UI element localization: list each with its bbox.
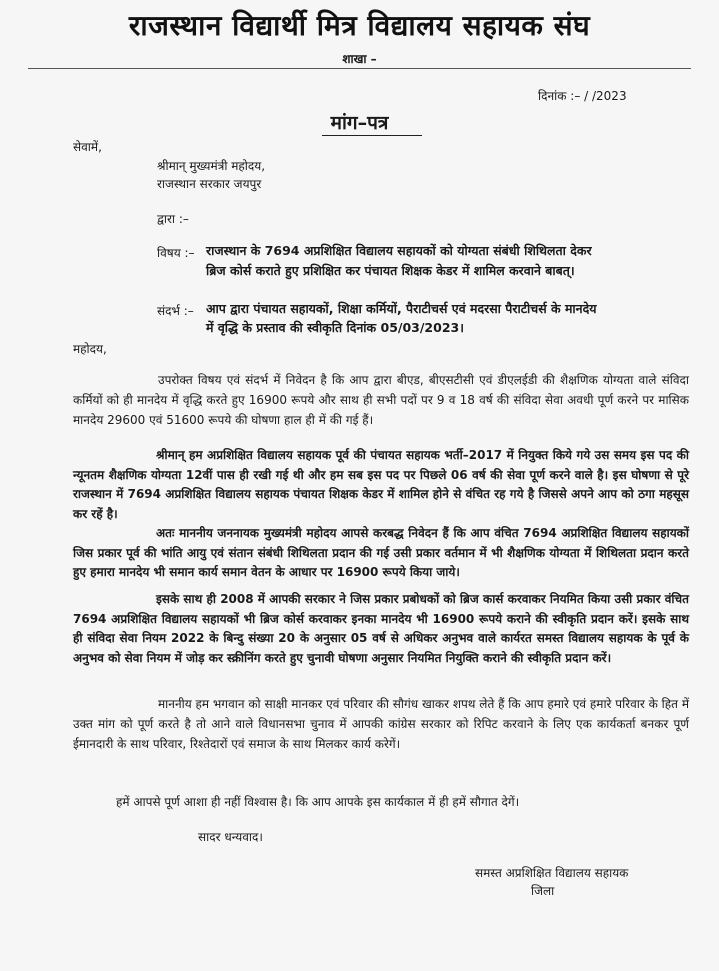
salutation: सेवामें, — [73, 140, 102, 154]
signature-line-2: जिला — [531, 884, 555, 898]
reference-label: संदर्भ :– — [157, 304, 194, 318]
subject-label: विषय :– — [157, 246, 195, 260]
header-divider — [28, 68, 691, 69]
through-label: द्वारा :– — [157, 212, 189, 226]
title-underline — [322, 135, 422, 136]
recipient-line-1: श्रीमान् मुख्यमंत्री महोदय, — [157, 159, 266, 173]
paragraph-1: उपरोक्त विषय एवं संदर्भ में निवेदन है कि आप द्वारा बीएड, बीएसटीसी एवं डीएलईडी की शैक्षणिक योग्यता वाले संविदा कर्मियों को ही मानदेय में वृद्धि करते हुए 16900 रूपये और साथ ही सभी पदों पर 9 व 18 वर्ष की संविदा सेवा अवधी पूर्ण करने पर मासिक मानदेय 29600 एवं 51600 रूपये की घोषणा हाल ही में की गई हैं। — [73, 373, 689, 427]
subject-line-2: ब्रिज कोर्स कराते हुए प्रशिक्षित कर पंचायत शिक्षक केडर में शामिल करवाने बाबत्। — [206, 263, 575, 278]
subject-line-1: राजस्थान के 7694 अप्रशिक्षित विद्यालय सहायकों को योग्यता संबंधी शिथिलता देकर — [206, 243, 592, 258]
signature-line-1: समस्त अप्रशिक्षित विद्यालय सहायक — [475, 866, 629, 880]
reference-line-1: आप द्वारा पंचायत सहायकों, शिक्षा कर्मियों, पैराटीचर्स एवं मदरसा पैराटीचर्स के मानदेय — [206, 301, 597, 316]
document-title: मांग–पत्र — [330, 112, 389, 134]
date-field: दिनांक :– / /2023 — [538, 89, 627, 103]
paragraph-3: अतः माननीय जननायक मुख्यमंत्री महोदय आपसे करबद्ध निवेदन हैं कि आप वंचित 7694 अप्रशिक्षित विद्यालय सहायकों जिस प्रकार पूर्व की भांति आयु एवं संतान संबंधी शिथिलता प्रदान की गई उसी प्रकार वर्तमान में भी शैक्षणिक योग्यता में शिथिलता प्रदान करते हुए हमारा मानदेय भी समान कार्य समान वेतन के आधार पर 16900 रूपये किया जाये। — [73, 526, 689, 579]
reference-line-2: में वृद्धि के प्रस्ताव की स्वीकृति दिनांक 05/03/2023। — [206, 320, 464, 335]
address-greeting: महोदय, — [73, 342, 107, 356]
branch-label: शाखा – — [342, 52, 377, 66]
closing: सादर धन्यवाद। — [198, 830, 263, 844]
paragraph-4: इसके साथ ही 2008 में आपकी सरकार ने जिस प्रकार प्रबोधकों को ब्रिज कार्स करवाकर नियमित किया उसी प्रकार वंचित 7694 अप्रशिक्षित विद्यालय सहायकों भी ब्रिज कोर्स करवाकर इनका मानदेय भी 16900 रूपये कराने की स्वीकृति प्रदान करें। इसके साथ ही संविदा सेवा नियम 2022 के बिन्दु संख्या 20 के अनुसार 05 वर्ष से अधिकर अनुभव वाले कार्यरत समस्त विद्यालय सहायक के पूर्व के अनुभव को सेवा नियम में जोड़ कर स्क्रीनिंग करते हुए चुनावी घोषणा अनुसार नियमित नियुक्ति कराने की स्वीकृति प्रदान करें। — [73, 592, 689, 665]
paragraph-5: माननीय हम भगवान को साक्षी मानकर एवं परिवार की सौगंध खाकर शपथ लेते हैं कि आप हमारे एवं हमारे परिवार के हित में उक्त मांग को पूर्ण करते है तो आने वाले विधानसभा चुनाव में आपकी कांग्रेस सरकार को रिपिट करवाने के लिए एक कार्यकर्ता बनकर पूर्ण ईमानदारी के साथ परिवार, रिश्तेदारों एवं समाज के साथ मिलकर कार्य करेगें। — [73, 697, 689, 751]
paragraph-6: हमें आपसे पूर्ण आशा ही नहीं विश्वास है। कि आप आपके इस कार्यकाल में ही हमें सौगात देगें। — [116, 795, 520, 809]
paragraph-2: श्रीमान् हम अप्रशिक्षित विद्यालय सहायक पूर्व की पंचायत सहायक भर्ती–2017 में नियुक्त किये गये उस समय इस पद की न्यूनतम शैक्षणिक योग्यता 12वीं पास ही रखी गई थी और हम सब इस पद पर पिछले 06 वर्ष की सेवा पूर्ण करने वाले है। इस घोषणा से पूरे राजस्थान में 7694 अप्रशिक्षित विद्यालय सहायक पंचायत शिक्षक केडर में शामिल होने से वंचित रह गये है जिससे अपने आप को ठगा महसूस कर रहें है। — [73, 448, 689, 521]
recipient-line-2: राजस्थान सरकार जयपुर — [157, 177, 262, 191]
organization-heading: राजस्थान विद्यार्थी मित्र विद्यालय सहायक संघ — [128, 9, 591, 42]
